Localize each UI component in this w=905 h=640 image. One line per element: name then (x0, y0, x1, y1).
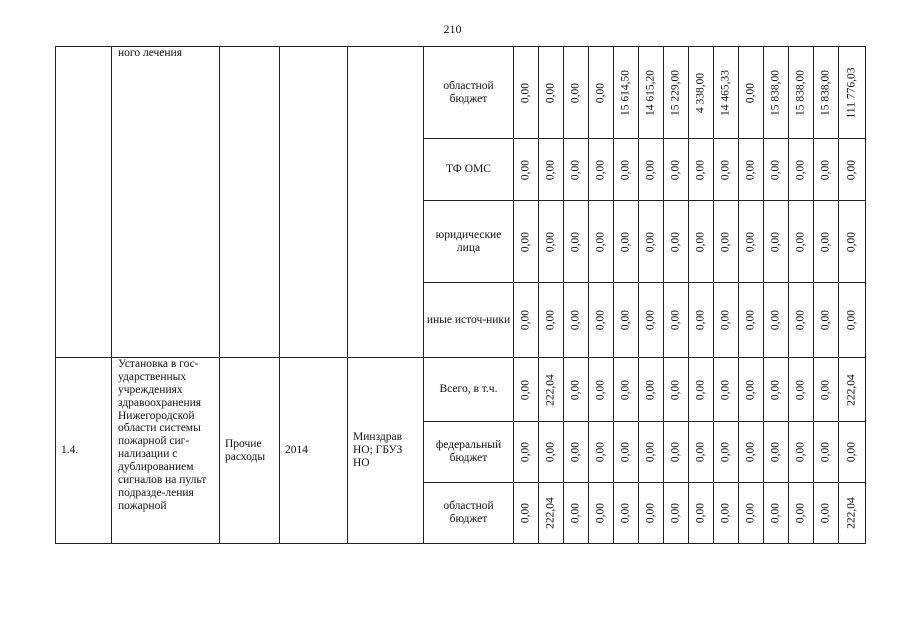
value-cell (539, 422, 564, 483)
value-text: 0,00 (819, 441, 832, 463)
item-name: Установка в гос-ударственных учреждениях здравоохранения Нижегородской области системы пожарной сиг-нализации с дублированием сигналов на пульт подразде-ления пожарной (112, 358, 220, 544)
value-text: 14 615,20 (644, 69, 657, 116)
value-text: 0,00 (544, 82, 557, 103)
value-cell (664, 201, 689, 283)
value-cell (614, 201, 639, 283)
value-cell (664, 47, 689, 139)
value-text: 0,00 (744, 159, 757, 180)
value-text: 0,00 (519, 159, 532, 180)
value-text: 0,00 (769, 231, 782, 252)
value-cell (764, 358, 789, 422)
value-cell (589, 47, 614, 139)
value-cell (739, 422, 764, 483)
value-cell (814, 483, 839, 544)
value-text: 15 614,50 (619, 69, 632, 116)
financing-table (55, 46, 866, 544)
value-cell (839, 358, 866, 422)
value-text: 0,00 (819, 309, 832, 331)
value-cell (514, 139, 539, 201)
funding-source: Всего, в т.ч. (424, 358, 514, 422)
funding-source: ТФ ОМС (424, 139, 514, 201)
value-cell (839, 201, 866, 283)
value-cell (714, 201, 739, 283)
value-text: 0,00 (694, 231, 707, 252)
value-text: 0,00 (794, 309, 807, 331)
value-text: 0,00 (819, 502, 832, 524)
value-text: 0,00 (569, 82, 582, 103)
value-cell (639, 139, 664, 201)
value-text: 0,00 (594, 441, 607, 463)
value-cell (639, 47, 664, 139)
value-text: 0,00 (619, 379, 632, 400)
funding-source: областной бюджет (424, 47, 514, 139)
value-cell (839, 422, 866, 483)
value-text: 0,00 (569, 309, 582, 331)
value-cell (789, 201, 814, 283)
value-cell (639, 483, 664, 544)
value-cell (689, 283, 714, 358)
value-cell (689, 483, 714, 544)
value-text: 0,00 (544, 231, 557, 252)
value-cell (739, 283, 764, 358)
value-cell (514, 283, 539, 358)
value-cell (514, 201, 539, 283)
value-cell (539, 358, 564, 422)
value-text: 0,00 (769, 309, 782, 331)
value-text: 0,00 (719, 379, 732, 400)
value-cell (814, 422, 839, 483)
value-text: 0,00 (794, 231, 807, 252)
value-text: 0,00 (744, 82, 757, 103)
value-text: 0,00 (594, 82, 607, 103)
item-name-cell (112, 47, 220, 358)
value-cell (714, 139, 739, 201)
value-cell (664, 283, 689, 358)
value-text: 0,00 (794, 502, 807, 524)
value-text: 0,00 (769, 379, 782, 400)
value-cell (739, 483, 764, 544)
value-text: 0,00 (794, 159, 807, 180)
value-cell (739, 358, 764, 422)
value-text: 0,00 (819, 231, 832, 252)
value-cell (839, 139, 866, 201)
value-text: 0,00 (845, 159, 858, 180)
value-cell (614, 483, 639, 544)
value-cell (814, 47, 839, 139)
value-cell (789, 47, 814, 139)
item-number: 1.4. (56, 358, 112, 544)
value-text: 222,04 (845, 497, 858, 529)
value-text: 4 338,00 (694, 72, 707, 113)
value-text: 0,00 (744, 309, 757, 331)
value-text: 0,00 (544, 441, 557, 463)
value-cell (514, 358, 539, 422)
value-text: 0,00 (744, 379, 757, 400)
value-cell (564, 201, 589, 283)
value-cell (689, 47, 714, 139)
value-text: 0,00 (845, 309, 858, 331)
value-cell (689, 358, 714, 422)
value-cell (814, 283, 839, 358)
value-text: 0,00 (694, 159, 707, 180)
value-cell (764, 139, 789, 201)
value-cell (514, 483, 539, 544)
value-cell (764, 422, 789, 483)
value-cell (714, 358, 739, 422)
value-cell (589, 201, 614, 283)
table-row (56, 358, 866, 422)
value-text: 0,00 (719, 159, 732, 180)
value-cell (664, 483, 689, 544)
value-text: 0,00 (769, 159, 782, 180)
value-text: 0,00 (619, 309, 632, 331)
value-text: 0,00 (544, 159, 557, 180)
value-cell (739, 139, 764, 201)
value-cell (564, 358, 589, 422)
table-row (56, 47, 866, 139)
value-text: 0,00 (694, 502, 707, 524)
value-text: 0,00 (819, 159, 832, 180)
value-cell (564, 483, 589, 544)
value-cell (839, 283, 866, 358)
value-text: 0,00 (644, 159, 657, 180)
value-cell (689, 139, 714, 201)
value-text: 0,00 (619, 502, 632, 524)
value-text: 0,00 (619, 159, 632, 180)
value-text: 0,00 (594, 159, 607, 180)
expense-type: Прочие расходы (220, 358, 280, 544)
value-text: 222,04 (544, 497, 557, 529)
funding-source: федеральный бюджет (424, 422, 514, 483)
value-text: 0,00 (544, 309, 557, 331)
value-cell (539, 139, 564, 201)
value-cell (714, 283, 739, 358)
value-text: 0,00 (519, 309, 532, 331)
value-cell (814, 201, 839, 283)
value-cell (739, 201, 764, 283)
value-text: 14 465,33 (719, 69, 732, 116)
value-text: 0,00 (569, 502, 582, 524)
value-text: 0,00 (644, 379, 657, 400)
value-cell (639, 422, 664, 483)
value-text: 0,00 (669, 379, 682, 400)
value-cell (614, 47, 639, 139)
value-cell (564, 47, 589, 139)
value-cell (839, 483, 866, 544)
value-text: 0,00 (644, 502, 657, 524)
value-cell (514, 47, 539, 139)
item-name: ного лечения (118, 47, 183, 59)
executor: Минздрав НО; ГБУЗ НО (348, 358, 424, 544)
value-text: 0,00 (519, 231, 532, 252)
value-cell (689, 422, 714, 483)
value-cell (539, 47, 564, 139)
value-cell (614, 139, 639, 201)
expense-type-cell (220, 47, 280, 358)
value-text: 0,00 (569, 231, 582, 252)
value-cell (689, 201, 714, 283)
value-cell (664, 139, 689, 201)
value-cell (614, 422, 639, 483)
year-cell (280, 47, 348, 358)
value-text: 0,00 (519, 379, 532, 400)
value-text: 0,00 (845, 231, 858, 252)
funding-source: иные источ-ники (424, 283, 514, 358)
value-text: 0,00 (619, 441, 632, 463)
value-cell (664, 358, 689, 422)
value-text: 0,00 (744, 231, 757, 252)
value-cell (839, 47, 866, 139)
value-cell (589, 283, 614, 358)
value-cell (589, 422, 614, 483)
value-text: 222,04 (845, 373, 858, 406)
value-text: 0,00 (669, 441, 682, 463)
value-text: 0,00 (694, 379, 707, 400)
value-cell (789, 483, 814, 544)
value-cell (814, 139, 839, 201)
value-text: 0,00 (694, 441, 707, 463)
value-cell (764, 47, 789, 139)
value-text: 0,00 (719, 231, 732, 252)
value-cell (789, 139, 814, 201)
value-cell (739, 47, 764, 139)
value-cell (639, 283, 664, 358)
item-number-cell (56, 47, 112, 358)
value-cell (514, 422, 539, 483)
value-cell (664, 422, 689, 483)
value-text: 0,00 (769, 502, 782, 524)
year: 2014 (280, 358, 348, 544)
value-text: 0,00 (569, 379, 582, 400)
value-cell (564, 422, 589, 483)
value-cell (639, 358, 664, 422)
value-text: 0,00 (594, 502, 607, 524)
value-cell (589, 139, 614, 201)
value-text: 0,00 (669, 309, 682, 331)
value-cell (564, 139, 589, 201)
executor-cell (348, 47, 424, 358)
value-cell (714, 483, 739, 544)
value-cell (564, 283, 589, 358)
value-text: 0,00 (719, 309, 732, 331)
value-text: 0,00 (644, 231, 657, 252)
value-cell (814, 358, 839, 422)
value-cell (614, 358, 639, 422)
value-text: 0,00 (519, 441, 532, 463)
funding-source: юридические лица (424, 201, 514, 283)
value-text: 0,00 (619, 231, 632, 252)
value-text: 0,00 (519, 82, 532, 103)
value-cell (639, 201, 664, 283)
value-text: 15 838,00 (819, 69, 832, 116)
value-text: 0,00 (819, 379, 832, 400)
value-text: 15 838,00 (769, 69, 782, 116)
value-text: 0,00 (794, 441, 807, 463)
value-cell (764, 283, 789, 358)
value-text: 0,00 (669, 159, 682, 180)
value-cell (789, 358, 814, 422)
value-text: 0,00 (744, 502, 757, 524)
value-text: 0,00 (569, 159, 582, 180)
value-text: 0,00 (769, 441, 782, 463)
funding-source: областной бюджет (424, 483, 514, 544)
value-text: 0,00 (744, 441, 757, 463)
value-text: 15 838,00 (794, 69, 807, 116)
value-text: 111 776,03 (845, 67, 858, 118)
value-text: 0,00 (719, 441, 732, 463)
value-cell (714, 47, 739, 139)
value-text: 0,00 (569, 441, 582, 463)
value-cell (764, 201, 789, 283)
value-text: 0,00 (594, 231, 607, 252)
value-cell (764, 483, 789, 544)
value-cell (614, 283, 639, 358)
value-text: 0,00 (594, 309, 607, 331)
value-cell (539, 483, 564, 544)
value-text: 0,00 (845, 441, 858, 463)
value-text: 0,00 (644, 309, 657, 331)
value-text: 0,00 (719, 502, 732, 524)
value-text: 0,00 (669, 231, 682, 252)
value-cell (539, 283, 564, 358)
value-text: 0,00 (594, 379, 607, 400)
value-text: 0,00 (644, 441, 657, 463)
value-cell (539, 201, 564, 283)
value-text: 222,04 (544, 373, 557, 406)
value-cell (789, 422, 814, 483)
value-cell (714, 422, 739, 483)
value-text: 15 229,00 (669, 69, 682, 116)
value-text: 0,00 (519, 502, 532, 524)
value-text: 0,00 (694, 309, 707, 331)
value-cell (789, 283, 814, 358)
page-number: 210 (443, 22, 462, 36)
value-cell (589, 483, 614, 544)
value-cell (589, 358, 614, 422)
value-text: 0,00 (794, 379, 807, 400)
value-text: 0,00 (669, 502, 682, 524)
